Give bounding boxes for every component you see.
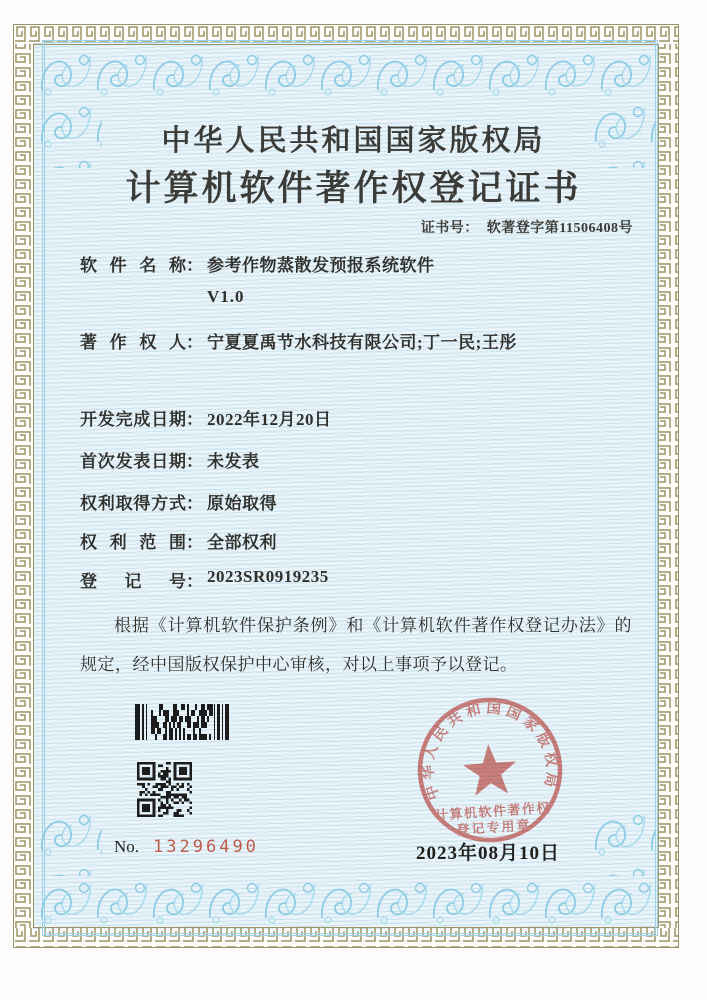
scroll-ornament-top	[38, 46, 656, 100]
field-value	[207, 251, 435, 307]
field-value: 原始取得	[207, 494, 277, 513]
certificate-number-line	[421, 217, 633, 237]
certificate-number-colon: ：	[464, 221, 479, 236]
field-label: 著作权人	[80, 333, 186, 352]
field-row-completion-date	[80, 405, 332, 430]
scroll-ornament-bottom	[38, 874, 656, 926]
field-value: 全部权利	[207, 533, 277, 552]
field-colon: ：	[186, 452, 203, 471]
field-label: 首次发表日期	[80, 452, 186, 471]
registration-statement: 根据《计算机软件保护条例》和《计算机软件著作权登记办法》的规定，经中国版权保护中心审核，对以上事项予以登记。	[80, 616, 632, 674]
field-colon: ：	[186, 533, 203, 552]
barcode-icon	[135, 704, 231, 740]
authority-name: 中华人民共和国国家版权局	[161, 125, 546, 157]
field-colon: ：	[186, 333, 203, 352]
field-value: 宁夏夏禹节水科技有限公司;丁一民;王彤	[207, 333, 517, 352]
field-colon: ：	[186, 256, 203, 275]
field-row-software-name	[80, 251, 435, 307]
serial-prefix: No.	[114, 837, 140, 856]
certificate-title: 计算机软件著作权登记证书	[125, 169, 582, 208]
scroll-ornament-corner-br	[592, 806, 656, 876]
seal-line2: 登记专用章	[456, 817, 532, 838]
qr-code-icon	[137, 762, 192, 817]
field-colon: ：	[186, 494, 203, 513]
certificate-number-value: 软著登字第11506408号	[486, 221, 633, 236]
seal-line1: 计算机软件著作权	[434, 799, 552, 823]
software-name: 参考作物蒸散发预报系统软件	[207, 256, 435, 275]
field-value: 未发表	[207, 452, 260, 471]
official-seal	[407, 687, 574, 854]
scroll-ornament-corner-bl	[38, 806, 102, 876]
field-row-registration-number	[80, 567, 329, 592]
field-row-acquisition-method	[80, 489, 277, 514]
seal-ring-text: 中华人民共和国国家版权局	[420, 700, 560, 802]
field-value: 2023SR0919235	[207, 567, 329, 586]
field-label: 权利范围	[80, 533, 186, 552]
field-label: 权利取得方式	[80, 494, 186, 513]
serial-number-line	[114, 837, 259, 857]
field-label: 开发完成日期	[80, 410, 186, 429]
issue-date: 2023年08月10日	[415, 843, 560, 864]
field-colon: ：	[186, 410, 203, 429]
field-row-first-publication	[80, 447, 260, 472]
field-label: 软件名称	[80, 256, 186, 275]
field-row-rights-scope	[80, 528, 277, 553]
field-row-copyright-owner	[80, 328, 517, 353]
certificate-number-label: 证书号	[420, 221, 465, 236]
seal-star-icon	[462, 742, 519, 796]
field-label: 登记号	[80, 572, 186, 591]
field-value: 2022年12月20日	[207, 410, 332, 429]
field-colon: ：	[186, 572, 203, 591]
serial-number: 13296490	[153, 837, 259, 857]
software-version: V1.0	[207, 287, 245, 306]
